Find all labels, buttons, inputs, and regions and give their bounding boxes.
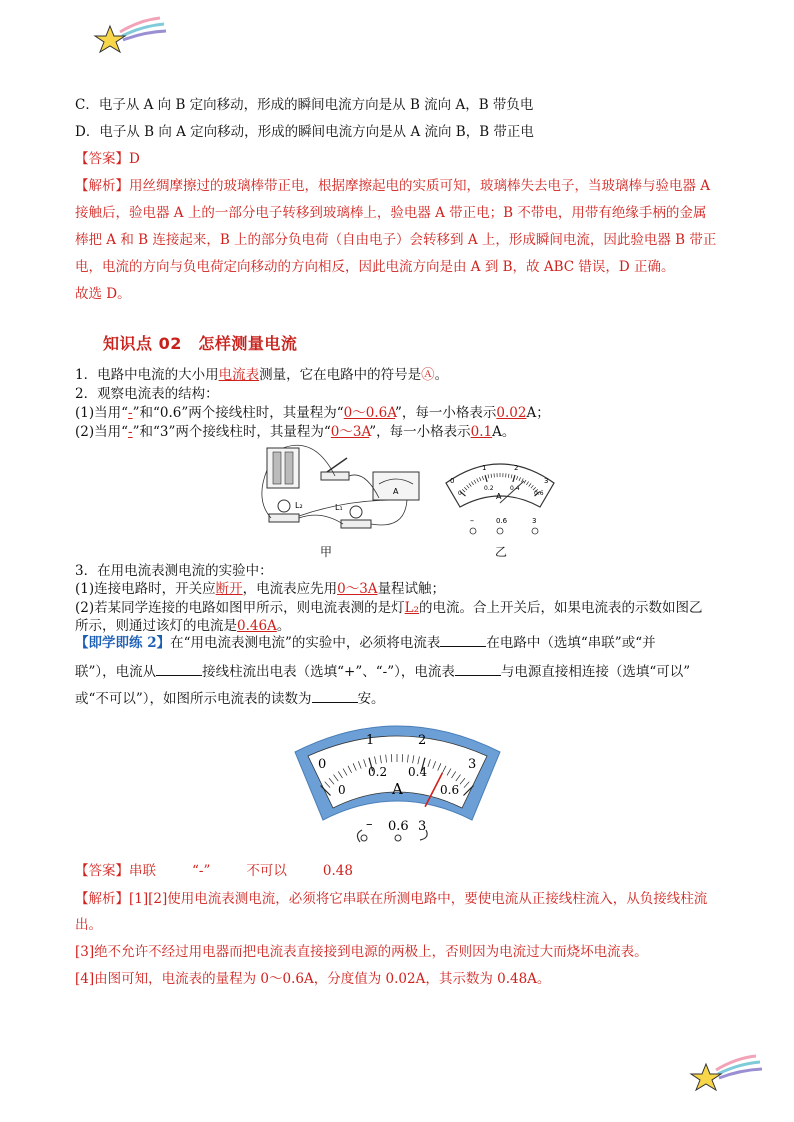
small-scale-top-1: 1 [482, 464, 487, 472]
analysis-1-line-5: 故选 D。 [75, 286, 131, 302]
practice-line-1: 【即学即练 2】在“用电流表测电流”的实验中，必须将电流表 在电路中（选填“串联”或“并 [75, 635, 656, 651]
large-scale-top-2: 2 [418, 733, 427, 748]
answer-value: D [129, 151, 140, 167]
meter-tick [391, 754, 392, 762]
analysis-2-line-3: [3]绝不允许不经过用电器而把电流表直接接到电源的两极上，否则因为电流过大而烧坏电流表。 [75, 944, 648, 960]
small-scale-bottom-2: 0.4 [510, 485, 520, 492]
knowledge-3a: (1)连接电路时，开关应断开，电流表应先用0～3A量程试触； [75, 581, 446, 597]
small-terminal-neg: – [470, 516, 474, 525]
blank-1[interactable] [440, 634, 486, 647]
practice-line-3: 或“不可以”），如图所示电流表的读数为 安。 [75, 691, 385, 707]
large-terminal-3: 3 [418, 819, 427, 834]
small-meter-letter: A [496, 492, 502, 501]
blank-3[interactable] [455, 663, 501, 676]
large-scale-bottom-1: 0.2 [368, 765, 388, 779]
knowledge-2b: (2)当用“-”和“3”两个接线柱时，其量程为“0～3A”，每一小格表示0.1A。 [75, 424, 516, 440]
small-terminal-3: 3 [532, 517, 537, 525]
star-decoration-bottom [686, 1052, 766, 1100]
answer-1 [75, 150, 140, 168]
analysis-2-line-1: 【解析】[1][2]使用电流表测电流，必须将它串联在所测电路中，要使电流从正接线柱流入，从负接线柱流 [75, 891, 708, 907]
blank-2[interactable] [156, 663, 202, 676]
knowledge-3c: 所示，则通过该灯的电流是0.46A。 [75, 618, 291, 634]
figure-label-b: 乙 [495, 545, 508, 559]
large-scale-top-1: 1 [366, 733, 375, 748]
meter-tick [402, 754, 403, 762]
bulb-label-l1: L₁ [335, 503, 343, 512]
answer-2: 【答案】串联 “-” 不可以 0.48 [75, 863, 353, 879]
small-terminal-06: 0.6 [496, 517, 508, 525]
small-scale-bottom-0: 0 [458, 490, 462, 497]
star-decoration-top [90, 14, 170, 62]
knowledge-2: 2．观察电流表的结构： [75, 386, 219, 402]
ammeter-small [440, 455, 560, 540]
practice-label: 【即学即练 2】 [75, 635, 171, 651]
ammeter-large [290, 712, 505, 847]
analysis-1-line-4: 电，电流的方向与负电荷定向移动的方向相反，因此电流方向是由 A 到 B，故 ABC 错误，D 正确。 [75, 259, 675, 275]
small-scale-top-0: 0 [450, 477, 455, 485]
knowledge-1: 1．电路中电流的大小用电流表测量，它在电路中的符号是Ⓐ。 [75, 367, 449, 383]
meter-letter-small: A [393, 487, 399, 496]
circuit-diagram [255, 440, 435, 540]
small-scale-bottom-1: 0.2 [484, 485, 494, 492]
small-scale-bottom-3: 0.6 [534, 490, 544, 497]
practice-line-2: 联”），电流从 接线柱流出电表（选填“+”、“-”），电流表 与电源直接相连接（选填“可以” [75, 664, 691, 680]
blank-4[interactable] [312, 690, 358, 703]
large-scale-bottom-2: 0.4 [408, 765, 428, 779]
knowledge-3b: (2)若某同学连接的电路如图甲所示，则电流表测的是灯L₂的电流。合上开关后，如果电流表的示数如图乙 [75, 600, 703, 616]
large-terminal-neg: – [366, 817, 373, 832]
large-meter-letter: A [392, 780, 403, 798]
knowledge-3: 3．在用电流表测电流的实验中： [75, 563, 273, 579]
option-d: D．电子从 B 向 A 定向移动，形成的瞬间电流方向是从 A 流向 B，B 带正电 [75, 124, 534, 140]
large-terminal-06: 0.6 [388, 819, 409, 834]
large-scale-bottom-3: 0.6 [440, 783, 460, 797]
analysis-2-line-2: 出。 [75, 917, 102, 933]
knowledge-2a: (1)当用“-”和“0.6”两个接线柱时，其量程为“0～0.6A”，每一小格表示0.02A； [75, 405, 550, 421]
small-scale-top-3: 3 [544, 477, 549, 485]
option-c: C．电子从 A 向 B 定向移动，形成的瞬间电流方向是从 B 流向 A，B 带负电 [75, 97, 534, 113]
large-scale-top-0: 0 [318, 757, 327, 772]
bulb-label-l2: L₂ [295, 501, 303, 510]
analysis-1-line-1: 【解析】用丝绸摩擦过的玻璃棒带正电，根据摩擦起电的实质可知，玻璃棒失去电子，当玻璃棒与验电器 A [75, 178, 711, 194]
section-title: 知识点 02 怎样测量电流 [103, 334, 298, 353]
large-scale-bottom-0: 0 [338, 783, 346, 797]
figure-label-a: 甲 [320, 545, 333, 559]
small-scale-top-2: 2 [514, 464, 519, 472]
answer-label: 【答案】 [75, 151, 129, 167]
analysis-1-line-3: 棒把 A 和 B 连接起来，B 上的部分负电荷（自由电子）会转移到 A 上，形成瞬间电流，因此验电器 B 带正 [75, 232, 717, 248]
analysis-1-line-2: 接触后，验电器 A 上的一部分电子转移到玻璃棒上，验电器 A 带正电；B 不带电，用带有绝缘手柄的金属 [75, 205, 707, 221]
large-scale-top-3: 3 [468, 757, 477, 772]
analysis-2-line-4: [4]由图可知，电流表的量程为 0～0.6A，分度值为 0.02A，其示数为 0.48A。 [75, 971, 551, 987]
